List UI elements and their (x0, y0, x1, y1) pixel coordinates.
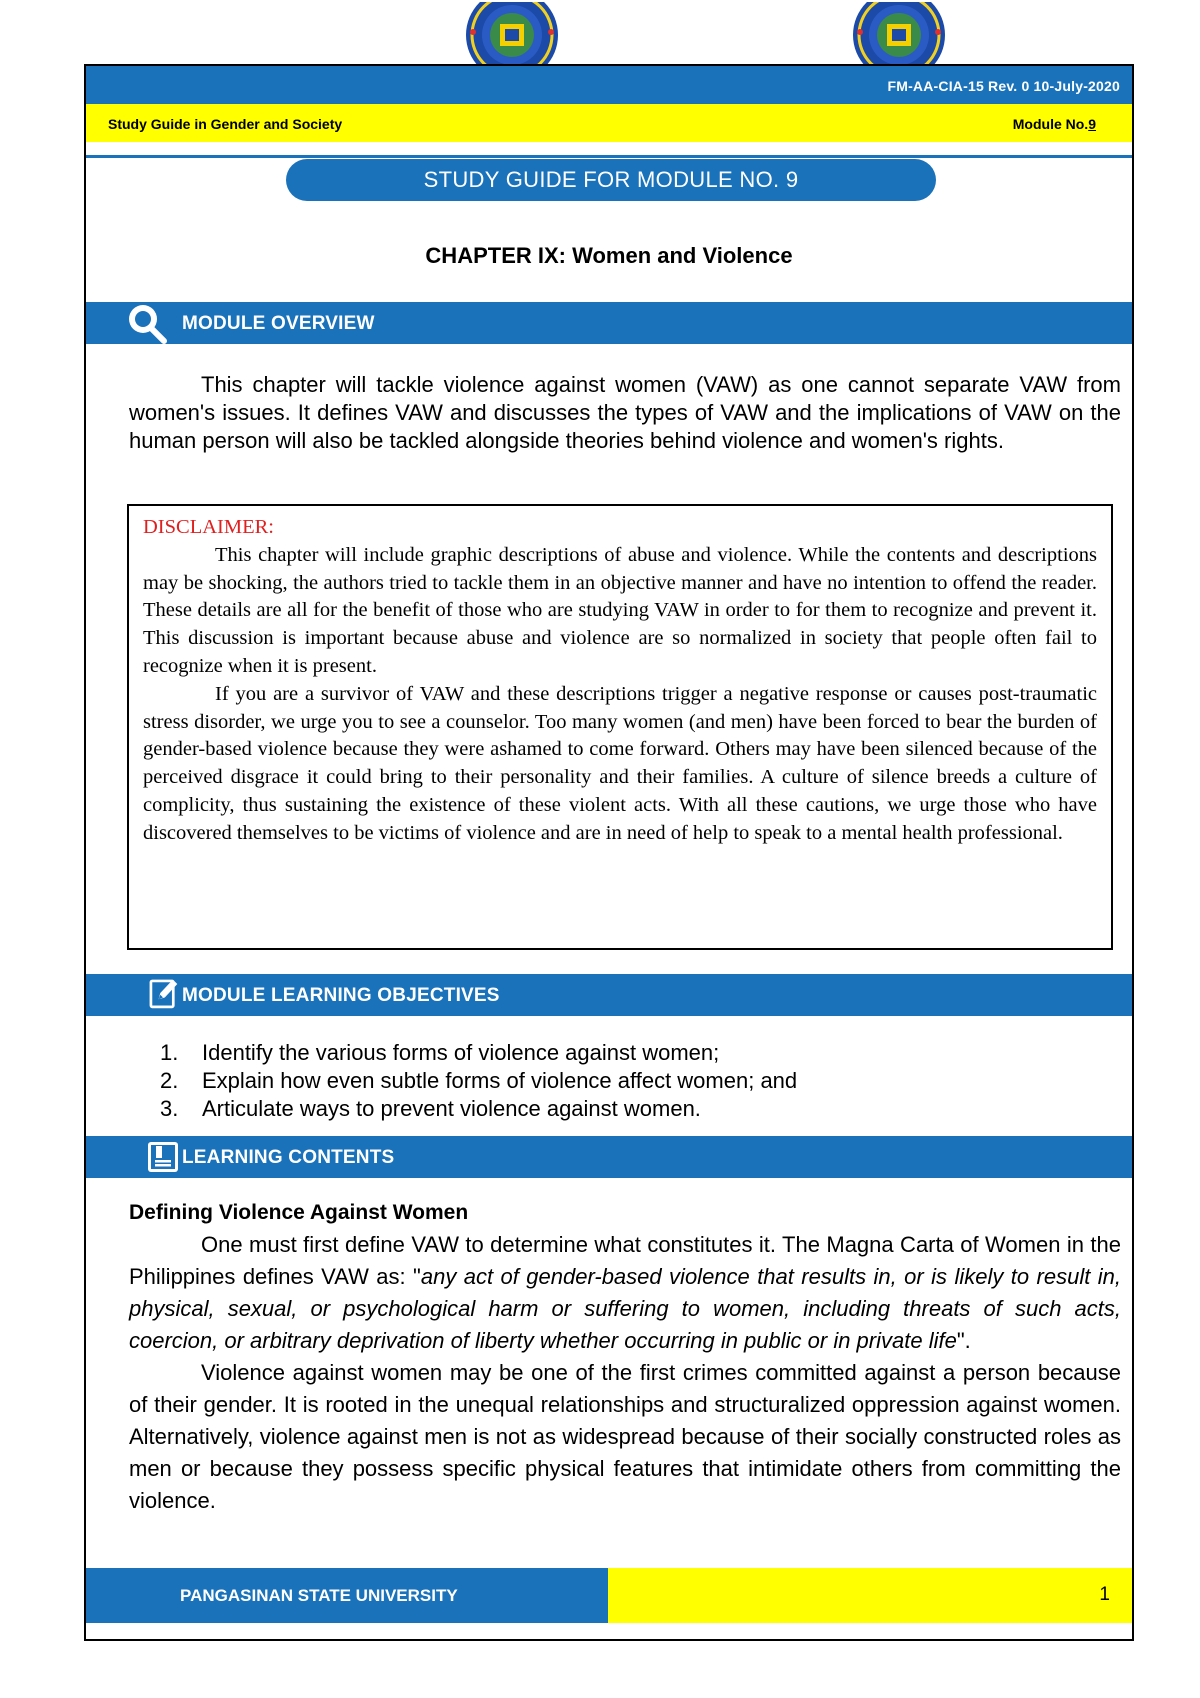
section-heading: MODULE LEARNING OBJECTIVES (182, 985, 500, 1006)
paragraph-text: One must first define VAW to determine what constitutes it. The Magna Carta of Women in the Philippines defines VAW as: " (129, 1232, 1121, 1289)
list-number: 3. (160, 1096, 179, 1121)
page-number: 1 (1099, 1584, 1110, 1605)
header-course-bar (86, 104, 1132, 142)
list-text: Articulate ways to prevent violence against women. (202, 1096, 701, 1121)
list-text: Explain how even subtle forms of violence affect women; and (202, 1068, 798, 1093)
paragraph-text: ". (956, 1328, 971, 1353)
objectives-list (160, 1039, 797, 1123)
course-title: Study Guide in Gender and Society (108, 116, 343, 132)
overview-text: This chapter will tackle violence against women (VAW) as one cannot separate VAW from women's issues. It defines VAW and discusses the types of VAW and the implications of VAW on the human person will also be tackled alongside theories behind violence and women's rights. (129, 372, 1121, 453)
section-heading: LEARNING CONTENTS (182, 1147, 395, 1168)
footer-university: PANGASINAN STATE UNIVERSITY (180, 1586, 458, 1605)
contents-subheading: Defining Violence Against Women (129, 1201, 469, 1224)
disclaimer-paragraph-1: This chapter will include graphic descriptions of abuse and violence. While the contents and descriptions may be shocking, the authors tried to tackle them in an objective manner and have no intention to offend the reader. These details are all for the benefit of those who are studying VAW in order to for them to recognize and prevent it. This discussion is important because abuse and violence are so normalized in society that people often fail to recognize when it is present. (143, 543, 1097, 677)
magna-carta-quote: any act of gender-based violence that results in, or is likely to result in, physical, sexual, or psychological harm or suffering to women, including threats of such acts, coercion, or arbitrary deprivation of liberty whether occurring in public or in private life (129, 1264, 1121, 1353)
chapter-title: CHAPTER IX: Women and Violence (425, 243, 793, 268)
disclaimer-paragraph-2: If you are a survivor of VAW and these descriptions trigger a negative response or causes post-traumatic stress disorder, we urge you to see a counselor. Too many women (and men) have been forced to bear the burden of gender-based violence because they were ashamed to come forward. Others may have been silenced because of the perceived disgrace it could bring to their personality and their families. A culture of silence breeds a culture of complicity, thus sustaining the existence of these violent acts. With all these cautions, we urge those who have discovered themselves to be victims of violence and are in need of help to speak to a mental health professional. (143, 682, 1097, 844)
document-code: FM-AA-CIA-15 Rev. 0 10-July-2020 (887, 78, 1120, 94)
overview-paragraph (129, 371, 1121, 455)
section-learning-objectives (86, 974, 1132, 1016)
list-number: 1. (160, 1040, 179, 1065)
module-title-pill: STUDY GUIDE FOR MODULE NO. 9 (286, 159, 936, 201)
list-item (160, 1067, 797, 1095)
header-top-bar (86, 66, 1132, 104)
university-seal-left-icon (463, 2, 561, 68)
module-number: 9 (1088, 116, 1096, 132)
section-module-overview (86, 302, 1132, 344)
contents-paragraph-1 (129, 1229, 1121, 1357)
pencil-edit-icon (146, 976, 180, 1010)
footer-university-bar (86, 1568, 608, 1623)
university-seal-right-icon (850, 2, 948, 68)
magnifier-icon (124, 302, 172, 344)
list-number: 2. (160, 1068, 179, 1093)
disclaimer-box (127, 504, 1113, 950)
section-heading: MODULE OVERVIEW (182, 313, 375, 334)
module-prefix: Module No. (1012, 116, 1089, 132)
contents-paragraph-2: Violence against women may be one of the first crimes committed against a person because of their gender. It is rooted in the unequal relationships and structuralized oppression against women. Alternatively, violence against men is not as widespread because of their socially constructed roles as men or because they possess specific physical features that intimidate others from committing the violence. (129, 1360, 1121, 1513)
learning-contents (129, 1199, 1121, 1517)
footer-page-bar (608, 1568, 1132, 1623)
section-learning-contents (86, 1136, 1132, 1178)
disclaimer-title: DISCLAIMER: (143, 516, 274, 538)
list-item (160, 1039, 797, 1067)
list-text: Identify the various forms of violence against women; (202, 1040, 720, 1065)
list-item (160, 1095, 797, 1123)
document-list-icon (146, 1140, 180, 1174)
header-divider (86, 155, 1132, 158)
module-number-label (1013, 116, 1096, 132)
